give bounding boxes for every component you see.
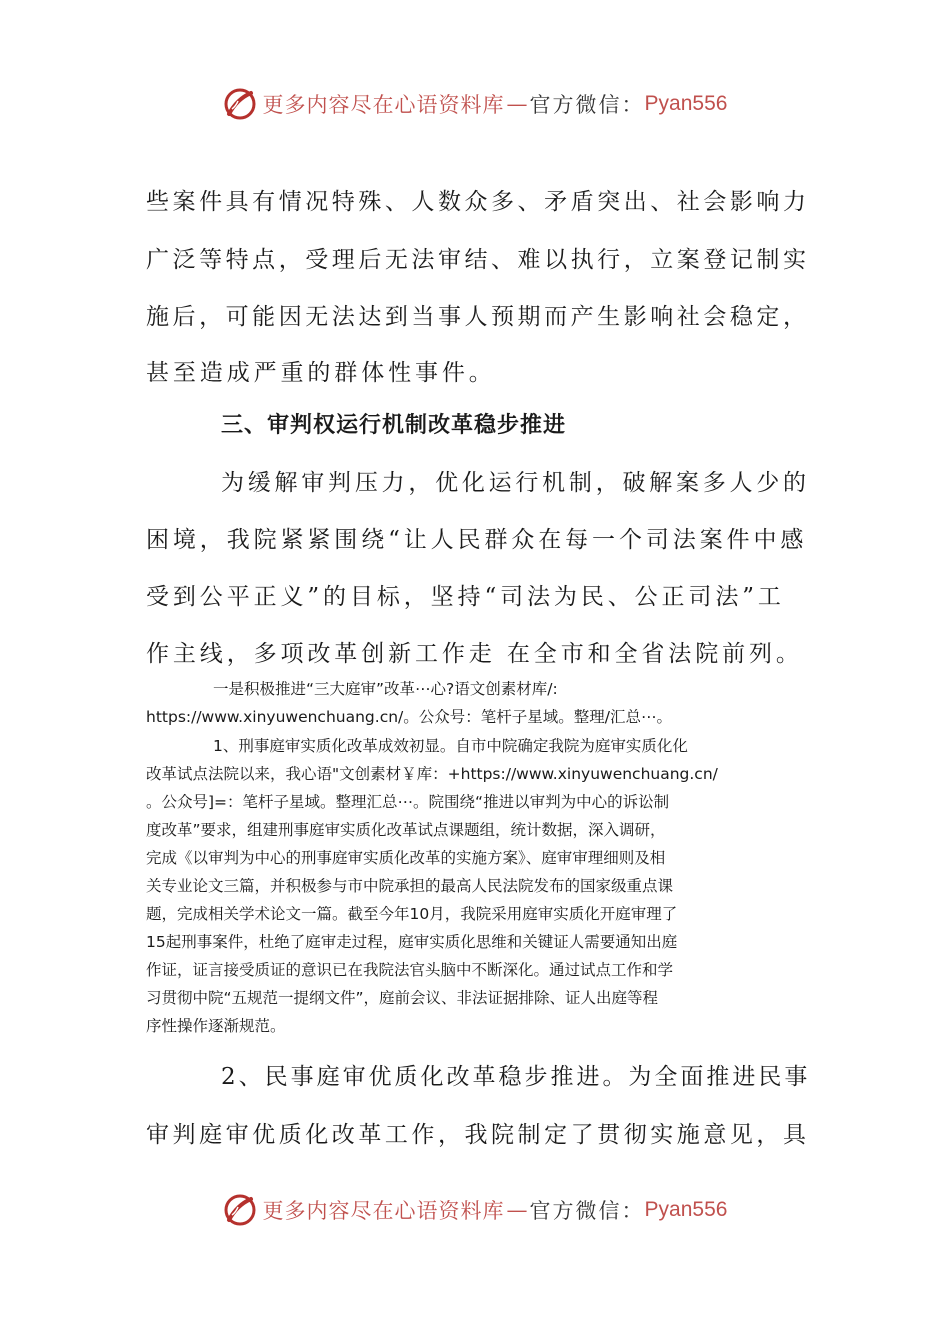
brush-logo-icon [223, 1193, 257, 1227]
text-line: 1、刑事庭审实质化改革成效初显。自市中院确定我院为庭审实质化化 [213, 737, 688, 755]
text-line: 习贯彻中院“五规范一提纲文件”，庭前会议、非法证据排除、证人出庭等程 [146, 989, 659, 1007]
text-line: 一是积极推进“三大庭审”改革⋯心?语文创素材库/: [213, 680, 558, 698]
banner-separator: — [506, 92, 528, 116]
text-line: 困境，我院紧紧围绕“让人民群众在每一个司法案件中感 [146, 527, 808, 553]
text-line: 改革试点法院以来，我心语"文创素材￥库：+https://www.xinyuwenchuang.cn/ [146, 765, 718, 783]
wechat-label: 官方微信： [529, 93, 645, 117]
header-banner [0, 82, 950, 126]
section-heading: 三、审判权运行机制改革稳步推进 [221, 413, 567, 438]
footer-banner [0, 1188, 950, 1232]
text-line: 2、民事庭审优质化改革稳步推进。为全面推进民事 [221, 1064, 811, 1090]
text-line: 为缓解审判压力，优化运行机制，破解案多人少的 [221, 470, 810, 496]
banner-text: 更多内容尽在心语资料库 [262, 1199, 505, 1223]
text-line: 序性操作逐渐规范。 [146, 1017, 286, 1035]
wechat-id: Pyan556 [644, 92, 728, 115]
text-line: 作证，证言接受质证的意识已在我院法官头脑中不断深化。通过试点工作和学 [146, 961, 674, 979]
text-line: 。公众号]=：笔杆子星域。整理汇总⋯。院围绕“推进以审判为中心的诉讼制 [146, 793, 670, 811]
text-line: 完成《以审判为中心的刑事庭审实质化改革的实施方案》、庭审审理细则及相 [146, 849, 666, 867]
wechat-label: 官方微信： [529, 1199, 645, 1223]
text-line: 关专业论文三篇，并积极参与市中院承担的最高人民法院发布的国家级重点课 [146, 877, 674, 895]
text-line: 些案件具有情况特殊、人数众多、矛盾突出、社会影响力 [146, 189, 810, 215]
text-line: 施后，可能因无法达到当事人预期而产生影响社会稳定， [146, 304, 810, 330]
text-line: 广泛等特点，受理后无法审结、难以执行，立案登记制实 [146, 247, 810, 273]
brush-logo-icon [223, 87, 257, 121]
text-line: 题，完成相关学术论文一篇。截至今年10月，我院采用庭审实质化开庭审理了 [146, 905, 678, 923]
text-line: 受到公平正义”的目标，坚持“司法为民、公正司法”工 [146, 584, 785, 610]
text-line: 15起刑事案件，杜绝了庭审走过程，庭审实质化思维和关键证人需要通知出庭 [146, 933, 678, 951]
text-line: 甚至造成严重的群体性事件。 [146, 360, 496, 386]
banner-separator: — [506, 1198, 528, 1222]
text-line: 度改革”要求，组建刑事庭审实质化改革试点课题组，统计数据，深入调研， [146, 821, 666, 839]
banner-text: 更多内容尽在心语资料库 [262, 93, 505, 117]
text-line: 作主线，多项改革创新工作走 在全市和全省法院前列。 [146, 641, 803, 667]
text-line: 审判庭审优质化改革工作，我院制定了贯彻实施意见，具 [146, 1122, 810, 1148]
wechat-id: Pyan556 [644, 1198, 728, 1221]
text-line: https://www.xinyuwenchuang.cn/。公众号：笔杆子星域。整理/汇总⋯。 [146, 708, 672, 726]
